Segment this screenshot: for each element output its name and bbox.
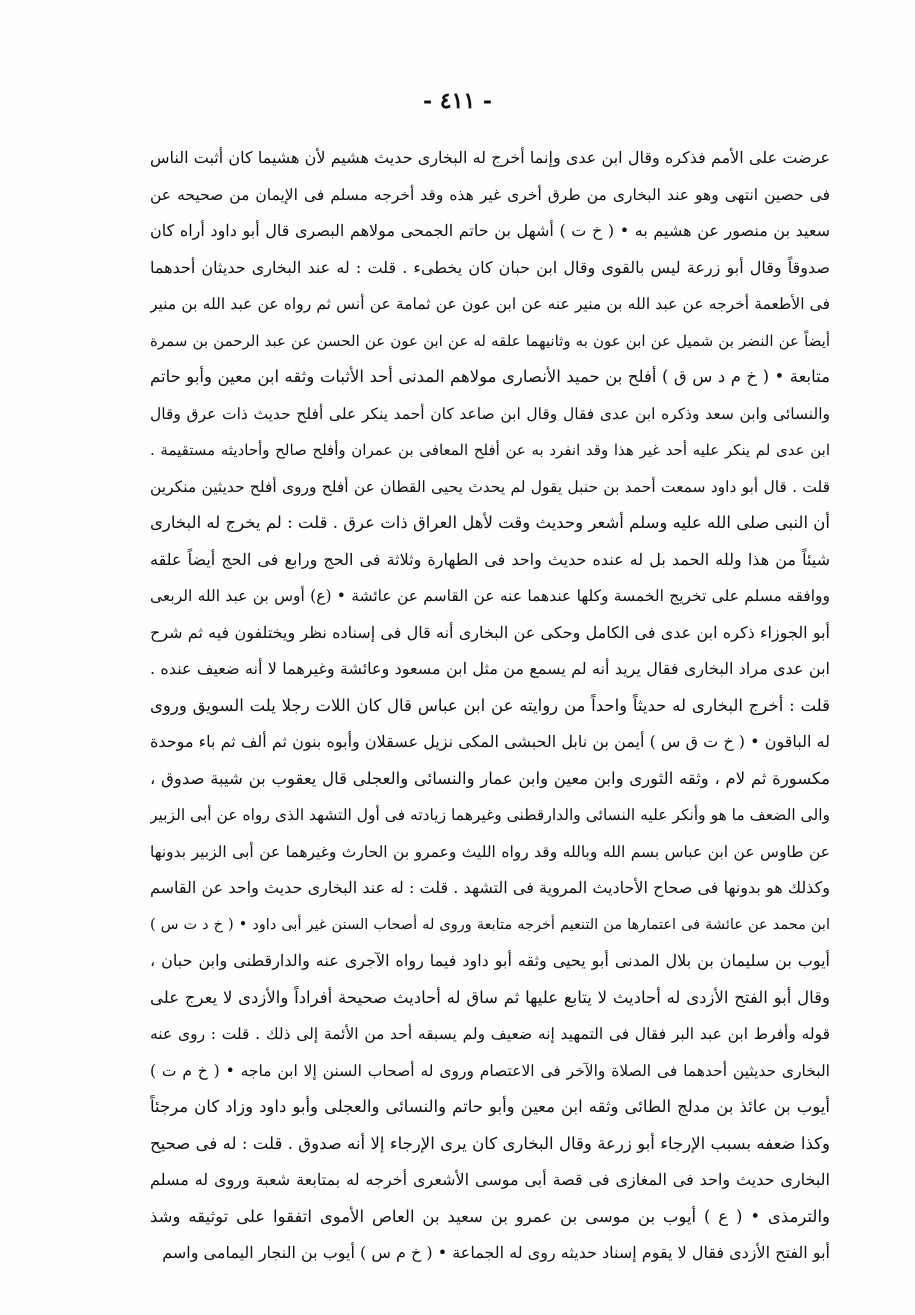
- text-line: فى الأطعمة أخرجه عن عبد الله بن منير عنه عن ابن عون عن ثمامة عن أنس ثم رواه عن عبد الله بن منير: [150, 295, 830, 313]
- text-line: عن طاوس عن ابن عباس بسم الله وبالله وقد رواه الليث وعمرو بن الحارث وغيرهما عن أبى الزبير بدونها: [150, 842, 830, 861]
- text-line: أيوب بن عائذ بن مدلج الطائى وثقه ابن معين وأبو حاتم والنسائى والعجلى وأبو داود وزاد كان مرجئاً: [150, 1097, 830, 1116]
- text-line: فى حصين انتهى وهو عند البخارى من طرق أخرى غير هذه وقد أخرجه مسلم فى الإيمان من صحيحه عن: [150, 185, 830, 204]
- text-line: ابن عدى لم ينكر عليه أحد غير هذا وقد انفرد به عن أفلح المعافى بن عمران وأفلح صالح وأحاديثه مستقيمة .: [150, 441, 830, 459]
- text-line: البخارى حديثين أحدهما فى الصلاة والآخر فى الاعتصام وروى له أصحاب السنن إلا ابن ماجه • ( خ م ت ): [150, 1061, 830, 1080]
- text-line: البخارى حديث واحد فى المغازى فى قصة أبى موسى الأشعرى أخرجه له بمتابعة شعبة وروى له مسلم: [150, 1170, 830, 1189]
- text-line: والنسائى وابن سعد وذكره ابن عدى فقال وقال ابن صاعد كان أحمد ينكر على أفلح حديث ذات عرق وقال: [150, 404, 830, 423]
- text-line: شيئاً من هذا ولله الحمد بل له عنده حديث واحد فى الطهارة وثلاثة فى الحج ورابع فى الحج أيضاً علقه: [150, 549, 830, 569]
- text-line: قلت : أخرج البخارى له حديثاً واحداً من روايته عن ابن عباس قال كان اللات رجلا يلت السويق وروى: [150, 695, 830, 715]
- text-line: وكذلك هو بدونها فى صحاح الأحاديث المروية فى التشهد . قلت : له عند البخارى حديث واحد عن القاسم: [150, 878, 830, 897]
- text-line: والى الضعف ما هو وأنكر عليه النسائى والدارقطنى وغيرهما زيادته فى أول التشهد الذى رواه عن أبى الزبير: [150, 806, 830, 824]
- text-line: ابن محمد عن عائشة فى اعتمارها من التنعيم أخرجه متابعة وروى له أصحاب السنن غير أبى داود • ( خ د ت س ): [150, 916, 830, 933]
- text-line: وقال أبو الفتح الأزدى له أحاديث لا يتابع عليها ثم ساق له أحاديث صحيحة أفراداً والأزدى لا يعرج على: [150, 987, 830, 1007]
- text-line: ووافقه مسلم على تخريج الخمسة وكلها عندهما عنه عن القاسم عن عائشة • (ع) أوس بن عبد الله الربعى: [150, 587, 830, 605]
- text-line: له الباقون • ( خ ت ق س ) أيمن بن نابل الحبشى المكى نزيل عسقلان وأبوه بنون ثم ألف ثم باء موحدة: [150, 732, 830, 751]
- text-line: أبو الجوزاء ذكره ابن عدى فى الكامل وحكى عن البخارى أنه قال فى إسناده نظر ويختلفون فيه ثم شرح: [150, 622, 830, 642]
- text-line: أن النبى صلى الله عليه وسلم أشعر وحديث وقت لأهل العراق ذات عرق . قلت : لم يخرج له البخارى: [150, 513, 830, 532]
- text-line: متابعة • ( خ م د س ق ) أفلح بن حميد الأنصارى مولاهم المدنى أحد الأثبات وثقه ابن معين وأبو حاتم: [150, 367, 830, 386]
- text-line: أبو الفتح الأزدى فقال لا يقوم إسناد حديثه روى له الجماعة • ( خ م س ) أيوب بن النجار اليمامى واسم: [162, 1243, 830, 1262]
- text-line: قوله وأفرط ابن عبد البر فقال فى التمهيد إنه ضعيف ولم يسبقه أحد من الأئمة إلى ذلك . قلت : روى عنه: [150, 1025, 830, 1043]
- text-line: مكسورة ثم لام ، وثقه الثورى وابن معين وابن عمار والنسائى والعجلى قال يعقوب بن شيبة صدوق ،: [150, 768, 830, 788]
- body-text: [150, 140, 830, 1272]
- text-line: والترمذى • ( ع ) أيوب بن موسى بن عمرو بن سعيد بن العاص الأموى اتفقوا على توثيقه وشذ: [150, 1206, 830, 1226]
- text-line: أيضاً عن النضر بن شميل عن ابن عون به وثانيهما علقه له عن ابن عون عن الحسن عن عبد الرحمن بن سمرة: [150, 331, 830, 350]
- text-line: ابن عدى مراد البخارى فقال يريد أنه لم يسمع من مثل ابن مسعود وعائشة وغيرهما لا أنه ضعيف عنده .: [150, 659, 830, 678]
- page-number: - ٤١١ -: [422, 88, 493, 114]
- text-line: صدوقاً وقال أبو زرعة ليس بالقوى وقال ابن حبان كان يخطىء . قلت : له عند البخارى حديثان أحدهما: [150, 257, 830, 277]
- text-line: سعيد بن منصور عن هشيم به • ( خ ت ) أشهل بن حاتم الجمحى مولاهم البصرى قال أبو داود أراه كان: [150, 221, 830, 240]
- text-line: وكذا ضعفه بسبب الإرجاء أبو زرعة وقال البخارى كان يرى الإرجاء إلا أنه صدوق . قلت : له فى صحيح: [150, 1133, 830, 1153]
- text-line: عرضت على الأمم فذكره وقال ابن عدى وإنما أخرج له البخارى حديث هشيم لأن هشيما كان أثبت الناس: [150, 148, 830, 167]
- text-line: أيوب بن سليمان بن بلال المدنى أبو يحيى وثقه أبو داود فيما رواه الآجرى عنه والدارقطنى وابن حبان ،: [150, 951, 830, 970]
- text-line: قلت . قال أبو داود سمعت أحمد بن حنبل يقول لم يحدث يحيى القطان عن أفلح وروى أفلح حديثين منكرين: [150, 477, 830, 496]
